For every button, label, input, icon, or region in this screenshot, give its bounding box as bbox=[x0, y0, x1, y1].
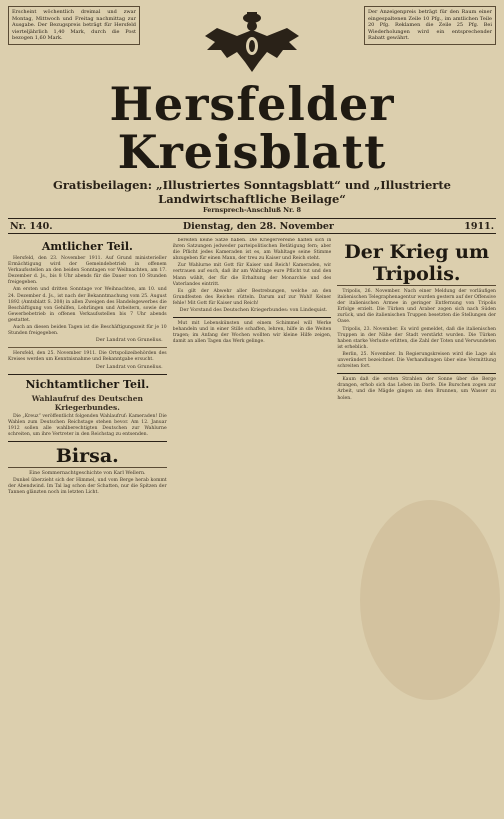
article-heading: Wahlaufruf des Deutschen Kriegerbundes. bbox=[31, 393, 143, 412]
article-paragraph: Auch an diesen beiden Tagen ist die Beschäftigungszeit für je 10 Stunden freigegeben. bbox=[8, 325, 167, 337]
divider bbox=[173, 317, 332, 318]
section-heading-unofficial: Nichtamtlicher Teil. bbox=[25, 377, 150, 391]
article-paragraph: Am ersten und dritten Sonntage vor Weihnachten, am 10. und 24. Dezember d. Js., ist nach der Bekanntmachung vom 25. August 1892 (Amtsblatt S. 208) in allen Zweigen des Handelsgewerbes die Beschäftigung von Gehilfen, Lehrlingen und Arbeitern, sowie der Gewerbebetrieb in offenen Verkaufsstellen bis 7 Uhr abends gestattet. bbox=[8, 287, 167, 323]
article-title-tripolis: Der Krieg um Tripolis. bbox=[337, 241, 496, 286]
article-columns bbox=[8, 238, 496, 497]
story-paragraph: Dunkel überzieht sich der Himmel, und vom Berge herab kommt der Abendwind. Im Tal lag schon der Schatten, nur die Spitzen der Tannen glänzten noch im letzten Licht. bbox=[8, 478, 167, 496]
article-paragraph: Tripolis, 26. November. Nach einer Meldung der vorläufigen italienischen Telegraphenagentur wurden gestern auf der Offensive der italienischen Armee in geringer Entfernung von Tripolis Erfolge erzielt. Die Türken und Araber zogen sich nach Süden zurück, und die italienischen Truppen besetzten die Stellungen der Oase. bbox=[337, 289, 497, 325]
article-paragraph: Zur Wahlurne mit Gott für Kaiser und Reich! Kameraden, wir vertrauen auf euch, daß ihr am Wahltage eure Pflicht tut und den Mann wählt, der für die Erhaltung der Monarchie und des Vaterlandes eintritt. bbox=[172, 263, 332, 287]
masthead-top bbox=[8, 6, 496, 76]
imperial-eagle-icon bbox=[197, 6, 307, 76]
signature: Der Landrat von Grunelius. bbox=[95, 364, 163, 370]
article-paragraph: Berlin, 25. November. In Regierungskreisen wird die Lage als unverändert bezeichnet. Die Verhandlungen über eine Vermittlung schreiten fort. bbox=[337, 351, 497, 370]
issue-number: Nr. 140. bbox=[10, 220, 53, 232]
signature: Der Vorstand des Deutschen Kriegerbundes: von Lindequist. bbox=[179, 308, 328, 314]
divider bbox=[8, 441, 167, 442]
subscription-box: Erscheint wöchentlich dreimal und zwar Montag, Mittwoch und Freitag nachmittag zur Ausgabe. Der Bezugspreis beträgt für Hersfeld vierteljährlich 1,40 Mark, durch die Post bezogen 1,60 Mark. bbox=[8, 6, 140, 45]
article-paragraph: Hersfeld, den 25. November 1911. Die Ortspolizeibehörden des Kreises werden um Kenntnisnahme und Bekanntgabe ersucht. bbox=[8, 351, 167, 363]
divider bbox=[8, 347, 167, 348]
divider bbox=[8, 374, 167, 375]
issue-date: Dienstag, den 28. November bbox=[182, 220, 334, 232]
article-paragraph: Hersfeld, den 23. November 1911. Auf Grund ministerieller Ermächtigung wird der Gemeindebetrieb in offenem Verkaufsstellen an den beiden Sonntagen vor Weihnachten, am 17. Dezember d. Js., bis 8 Uhr abends für die Dauer von 10 Stunden freigegeben. bbox=[8, 256, 167, 286]
article-paragraph: Es gilt der Abwehr aller Bestrebungen, welche an den Grundfesten des Reiches rütteln. Darum auf zur Wahl! Keiner fehle! Mit Gott für Kaiser und Reich! bbox=[172, 288, 332, 306]
divider bbox=[337, 373, 496, 374]
article-paragraph: Tripolis, 23. November. Es wird gemeldet, daß die italienischen Truppen in der Nähe der Stadt verstärkt wurden. Die Türken haben starke Verluste erlitten, die Zahl der Toten und Verwundeten ist erheblich. bbox=[337, 326, 497, 350]
issue-info-bar bbox=[8, 218, 496, 234]
story-title: Birsa. bbox=[8, 445, 167, 468]
advertising-rates-box: Der Anzeigenpreis beträgt für den Raum einer eingespaltenen Zeile 10 Pfg., im amtlichen Teile 20 Pfg. Reklamen die Zeile 25 Pfg. Bei Wiederholungen wird ein entsprechender Rabatt gewährt. bbox=[364, 6, 496, 45]
paper-stain bbox=[360, 500, 500, 700]
column-1 bbox=[8, 238, 167, 497]
column-2 bbox=[173, 238, 332, 497]
phone-line: Fernsprech-Anschluß Nr. 8 bbox=[202, 206, 302, 214]
signature: Der Landrat von Grunelius. bbox=[95, 338, 163, 344]
article-paragraph: Die „Kreuz“ veröffentlicht folgenden Wahlaufruf: Kameraden! Die Wahlen zum Deutschen Reichstage stehen bevor. Am 12. Januar 1912 sollen alle wahlberechtigten Deutschen zur Wahlurne schreiten, um ihre Vertreter in den Reichstag zu entsenden. bbox=[8, 413, 167, 437]
story-paragraph: Mut mit Lebenskünsten und einem Schimmel will Werke behandeln und in einer Stille schaffen, lehren, hilfe in die Weiten tragen; im Anfang der Wochen wollten wir kleine Hilfe zeigen, damit an allen Tagen das Werk gelinge. bbox=[172, 321, 332, 345]
column-3 bbox=[337, 238, 496, 497]
issue-year: 1911. bbox=[464, 220, 494, 232]
story-subtitle: Eine Sommernachtgeschichte von Karl Wellern. bbox=[29, 470, 146, 476]
article-paragraph: bereiten keine Sätze haben. Die Kriegervereine halten sich in ihren Satzungen jedweder parteipolitischen Betätigung fern; aber die Pflicht jedes Kameraden ist es, am Wahltage seine Stimme abzugeben für einen Mann, der treu zu Kaiser und Reich steht. bbox=[172, 238, 332, 262]
story-paragraph: Kaum daß die ersten Strahlen der Sonne über die Berge drangen, erhob sich das Leben im Dorfe. Die Burschen zogen zur Arbeit, und die Mägde gingen an den Brunnen, um Wasser zu holen. bbox=[337, 377, 497, 401]
section-heading-official: Amtlicher Teil. bbox=[41, 240, 133, 253]
newspaper-title: Hersfelder Kreisblatt bbox=[109, 77, 395, 179]
supplements-line: Gratisbeilagen: „Illustriertes Sonntagsblatt“ und „Illustrierte Landwirtschaftliche Beilage“ bbox=[53, 178, 451, 206]
